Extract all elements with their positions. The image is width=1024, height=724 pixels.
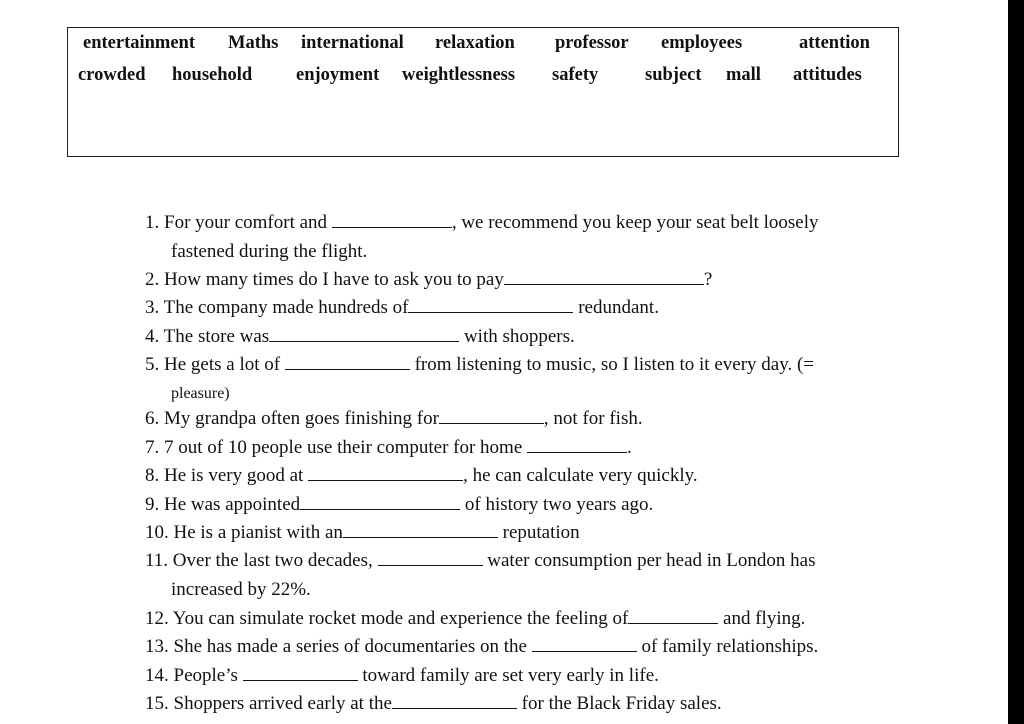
exercise-text-before: You can simulate rocket mode and experience the feeling of xyxy=(172,608,629,629)
word-bank-word: crowded xyxy=(78,65,146,85)
exercise-text-after: , he can calculate very quickly. xyxy=(463,465,698,486)
exercise-text-after: toward family are set very early in life. xyxy=(357,665,659,686)
word-bank-word: relaxation xyxy=(435,33,515,53)
answer-blank[interactable] xyxy=(285,354,410,370)
exercise-text-cont: increased by 22%. xyxy=(171,579,311,600)
exercise-item xyxy=(145,354,814,376)
word-bank-word: professor xyxy=(555,33,629,53)
exercise-text-before: The store was xyxy=(163,326,270,347)
exercise-item xyxy=(145,665,659,687)
word-bank-word: attention xyxy=(799,33,870,53)
word-bank-word: safety xyxy=(552,65,599,85)
exercise-item xyxy=(145,522,580,544)
answer-blank[interactable] xyxy=(300,494,460,510)
exercise-text-before: He was appointed xyxy=(164,494,301,515)
exercise-text-before: He is a pianist with an xyxy=(173,522,343,543)
word-bank-word: enjoyment xyxy=(296,65,380,85)
word-bank-word: household xyxy=(172,65,253,85)
answer-blank[interactable] xyxy=(269,326,459,342)
exercise-item xyxy=(145,269,712,291)
exercise-number: 6. xyxy=(145,408,160,429)
exercise-text-cont: pleasure) xyxy=(171,385,230,402)
exercise-number: 10. xyxy=(145,522,169,543)
answer-blank[interactable] xyxy=(532,636,637,652)
exercise-text-before: How many times do I have to ask you to pay xyxy=(164,269,504,290)
exercise-item xyxy=(145,608,805,630)
word-bank-word: attitudes xyxy=(793,65,862,85)
exercise-text-before: The company made hundreds of xyxy=(163,297,409,318)
exercise-number: 1. xyxy=(145,212,160,233)
word-bank-word: weightlessness xyxy=(402,65,516,85)
exercise-continuation xyxy=(171,383,230,405)
exercise-number: 2. xyxy=(145,269,160,290)
exercise-text-before: Over the last two decades, xyxy=(172,550,378,571)
exercise-text-after: water consumption per head in London has xyxy=(482,550,816,571)
exercise-text-before: People’s xyxy=(173,665,243,686)
answer-blank[interactable] xyxy=(308,465,463,481)
exercise-text-before: She has made a series of documentaries on the xyxy=(173,636,532,657)
exercise-number: 13. xyxy=(145,636,169,657)
answer-blank[interactable] xyxy=(392,693,517,709)
exercise-item xyxy=(145,494,653,516)
exercise-item xyxy=(145,326,575,348)
exercise-text-before: He gets a lot of xyxy=(164,354,285,375)
answer-blank[interactable] xyxy=(408,297,573,313)
exercise-text-after: and flying. xyxy=(718,608,806,629)
exercise-number: 12. xyxy=(145,608,169,629)
exercise-text-before: For your comfort and xyxy=(164,212,332,233)
answer-blank[interactable] xyxy=(439,408,544,424)
exercise-item xyxy=(145,212,819,234)
exercise-number: 9. xyxy=(145,494,160,515)
exercise-number: 11. xyxy=(145,550,169,571)
exercise-item xyxy=(145,636,818,658)
word-bank-word: entertainment xyxy=(83,33,195,53)
word-bank-word: employees xyxy=(661,33,743,53)
answer-blank[interactable] xyxy=(343,522,498,538)
exercise-text-after: from listening to music, so I listen to it every day. (= xyxy=(409,354,815,375)
exercise-text-before: Shoppers arrived early at the xyxy=(173,693,392,714)
exercise-continuation xyxy=(171,579,311,601)
exercise-item xyxy=(145,693,722,715)
exercise-text-after: of history two years ago. xyxy=(460,494,654,515)
exercise-number: 7. xyxy=(145,437,160,458)
exercise-text-before: He is very good at xyxy=(164,465,309,486)
exercise-item xyxy=(145,550,815,572)
word-bank-word: subject xyxy=(645,65,702,85)
exercise-text-after: with shoppers. xyxy=(459,326,575,347)
exercise-text-after: for the Black Friday sales. xyxy=(516,693,722,714)
word-bank-word: mall xyxy=(726,65,761,85)
exercise-text-before: 7 out of 10 people use their computer for home xyxy=(164,437,528,458)
exercise-text-cont: fastened during the flight. xyxy=(171,241,368,262)
exercise-number: 14. xyxy=(145,665,169,686)
exercise-number: 3. xyxy=(145,297,160,318)
exercise-text-after: . xyxy=(627,437,632,458)
answer-blank[interactable] xyxy=(378,550,483,566)
answer-blank[interactable] xyxy=(628,608,718,624)
exercise-item xyxy=(145,437,632,459)
exercise-text-after: redundant. xyxy=(573,297,659,318)
exercise-text-after: , we recommend you keep your seat belt loosely xyxy=(451,212,819,233)
word-bank-word: international xyxy=(301,33,404,53)
exercise-text-after: ? xyxy=(703,269,713,290)
exercise-text-before: My grandpa often goes finishing for xyxy=(164,408,439,429)
answer-blank[interactable] xyxy=(332,212,452,228)
exercise-text-after: reputation xyxy=(497,522,580,543)
answer-blank[interactable] xyxy=(243,665,358,681)
answer-blank[interactable] xyxy=(504,269,704,285)
exercise-number: 15. xyxy=(145,693,169,714)
exercise-continuation xyxy=(171,241,367,263)
exercise-number: 5. xyxy=(145,354,160,375)
exercise-item xyxy=(145,297,659,319)
answer-blank[interactable] xyxy=(527,437,627,453)
exercise-text-after: of family relationships. xyxy=(636,636,819,657)
exercise-number: 4. xyxy=(145,326,160,347)
exercise-text-after: , not for fish. xyxy=(543,408,643,429)
exercise-item xyxy=(145,465,698,487)
word-bank-word: Maths xyxy=(228,33,279,53)
screen-border xyxy=(1008,0,1024,724)
exercise-number: 8. xyxy=(145,465,160,486)
exercise-item xyxy=(145,408,643,430)
